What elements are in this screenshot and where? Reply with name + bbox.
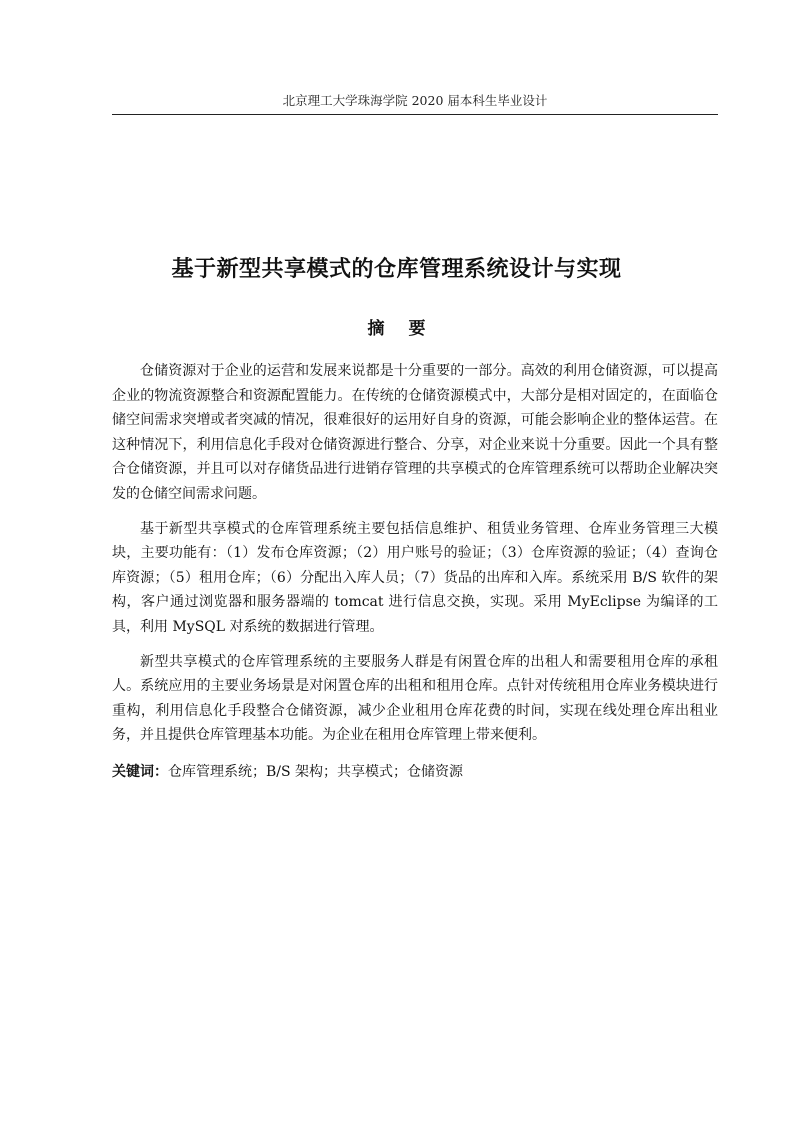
header-text: 北京理工大学珠海学院 2020 届本科生毕业设计 <box>282 93 548 108</box>
abstract-paragraph-1: 仓储资源对于企业的运营和发展来说都是十分重要的一部分。高效的利用仓储资源，可以提高企业的物流资源整合和资源配置能力。在传统的仓储资源模式中，大部分是相对固定的，在面临仓储空间需求突增或者突减的情况，很难很好的运用好自身的资源，可能会影响企业的整体运营。在这种情况下，利用信息化手段对仓储资源进行整合、分享，对企业来说十分重要。因此一个具有整合仓储资源，并且可以对存储货品进行进销存管理的共享模式的仓库管理系统可以帮助企业解决突发的仓储空间需求问题。 <box>112 363 718 502</box>
thesis-title: 基于新型共享模式的仓库管理系统设计与实现 <box>171 256 622 282</box>
abstract-body <box>112 359 718 784</box>
page-header <box>112 92 718 115</box>
keywords-line <box>112 760 718 784</box>
keywords-label: 关键词： <box>112 763 168 780</box>
abstract-paragraph-3: 新型共享模式的仓库管理系统的主要服务人群是有闲置仓库的出租人和需要租用仓库的承租人。系统应用的主要业务场景是对闲置仓库的出租和租用仓库。点针对传统租用仓库业务模块进行重构，利用信息化手段整合仓储资源，减少企业租用仓库花费的时间，实现在线处理仓库出租业务，并且提供仓库管理基本功能。为企业在租用仓库管理上带来便利。 <box>112 653 718 744</box>
abstract-heading: 摘要 <box>367 319 450 339</box>
keywords-text: 仓库管理系统；B/S 架构；共享模式；仓储资源 <box>168 763 464 780</box>
abstract-paragraph-2: 基于新型共享模式的仓库管理系统主要包括信息维护、租赁业务管理、仓库业务管理三大模块，主要功能有：（1）发布仓库资源；（2）用户账号的验证；（3）仓库资源的验证；（4）查询仓库资源；（5）租用仓库；（6）分配出入库人员；（7）货品的出库和入库。系统采用 B/S 软件的架构，客户通过浏览器和服务器端的 tomcat 进行信息交换，实现。采用 MyEclipse 为编译的工具，利用 MySQL 对系统的数据进行管理。 <box>112 520 718 635</box>
